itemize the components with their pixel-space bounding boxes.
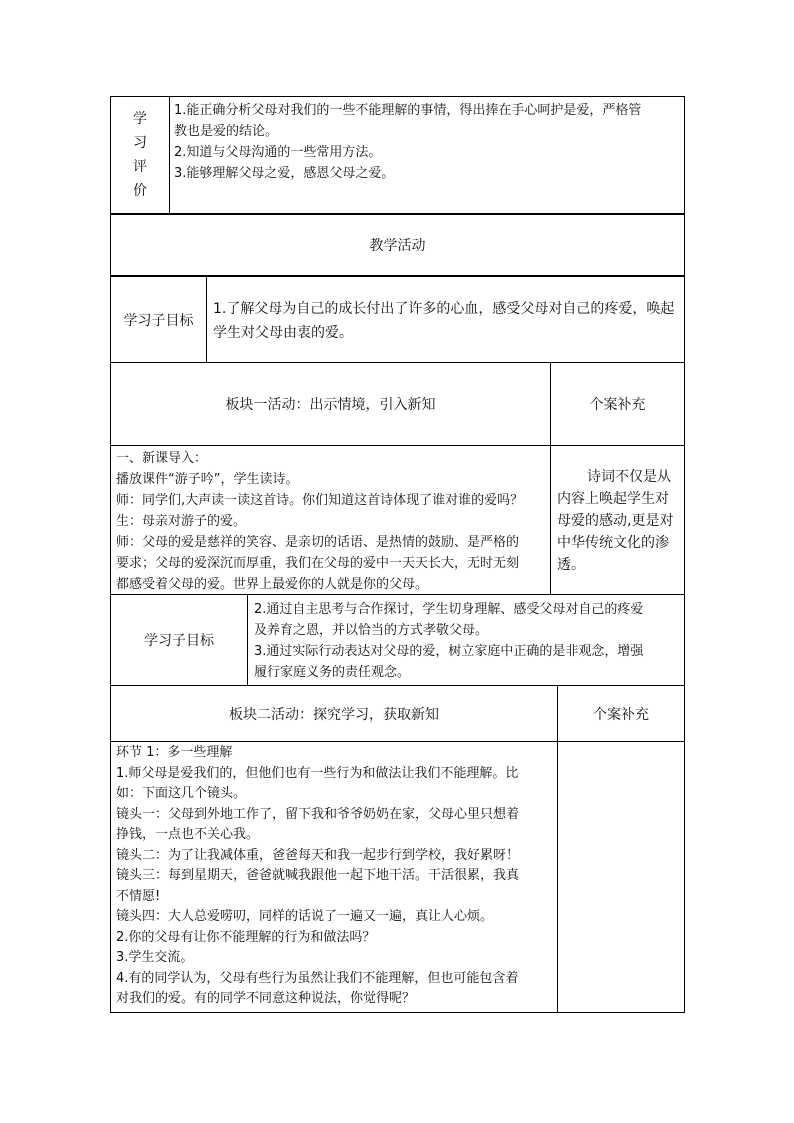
block1-title: 板块一活动：出示情境，引入新知 — [110, 362, 551, 446]
sub-goal-1-label: 学习子目标 — [110, 276, 207, 363]
eval-item: 1.能正确分析父母对我们的一些不能理解的事情，得出捧在手心呵护是爱，严格管 — [174, 103, 642, 118]
sub-goal-1-line: 学生对父母由衷的爱。 — [213, 325, 353, 341]
block2-supplement — [557, 741, 685, 1013]
block1-line: 都感受着父母的爱。世界上最爱你的人就是你的父母。 — [116, 577, 429, 592]
sub-goal-2-line: 3.通过实际行动表达对父母的爱，树立家庭中正确的是非观念，增强 — [254, 644, 644, 659]
block1-supplement-label: 个案补充 — [550, 362, 685, 446]
eval-label-cell — [110, 96, 170, 214]
sub-goal-2-line: 及养育之恩，并以恰当的方式孝敬父母。 — [254, 623, 489, 638]
block1-supplement — [550, 445, 685, 595]
block1-content — [110, 445, 551, 595]
eval-label-char: 评 — [133, 159, 147, 175]
block2-line: 4.有的同学认为，父母有些行为虽然让我们不能理解，但也可能包含着 — [116, 970, 519, 986]
block2-line: 镜头三：每到星期天，爸爸就喊我跟他一起下地干活。干活很累，我真 — [116, 868, 520, 883]
block1-supplement-line: 母爱的感动,更是对 — [557, 513, 674, 529]
eval-item: 教也是爱的结论。 — [174, 124, 279, 139]
sub-goal-2-content — [247, 594, 685, 686]
block1-supplement-line: 诗词不仅是从 — [587, 469, 671, 485]
block1-supplement-line: 透。 — [557, 557, 585, 573]
sub-goal-2-line: 2.通过自主思考与合作探讨，学生切身理解、感受父母对自己的疼爱 — [254, 602, 644, 617]
sub-goal-1-line: 1.了解父母为自己的成长付出了许多的心血，感受父母对自己的疼爱，唤起 — [213, 301, 675, 317]
eval-content-cell — [169, 96, 685, 214]
block2-content — [110, 741, 558, 1013]
block2-line: 如：下面这几个镜头。 — [116, 786, 247, 801]
eval-item: 3.能够理解父母之爱，感恩父母之爱。 — [174, 166, 395, 181]
block2-line: 不情愿! — [116, 888, 161, 904]
sub-goal-2-label: 学习子目标 — [110, 594, 248, 686]
block1-line: 一、新课导入： — [116, 451, 208, 466]
block1-supplement-line: 中华传统文化的渗 — [557, 535, 669, 551]
eval-label-char: 价 — [133, 183, 147, 199]
block1-line: 师：父母的爱是慈祥的笑容、是亲切的话语、是热情的鼓励、是严格的 — [116, 535, 520, 550]
block2-line: 环节 1：多一些理解 — [116, 745, 233, 760]
block1-line: 生：母亲对游子的爱。 — [116, 514, 247, 529]
activity-header: 教学活动 — [110, 214, 685, 276]
block2-line: 镜头四：大人总爱唠叨，同样的话说了一遍又一遍，真让人心烦。 — [116, 909, 494, 924]
block2-supplement-label: 个案补充 — [557, 685, 685, 742]
block2-line: 挣钱，一点也不关心我。 — [116, 827, 260, 842]
eval-label-char: 学 — [133, 111, 147, 127]
block2-title: 板块二活动：探究学习，获取新知 — [110, 685, 558, 742]
block1-supplement-line: 内容上唤起学生对 — [557, 491, 669, 507]
block1-line: 播放课件“游子吟”，学生读诗。 — [116, 472, 299, 487]
eval-label — [133, 107, 147, 203]
block1-line: 要求；父母的爱深沉而厚重，我们在父母的爱中一天天长大，无时无刻 — [116, 556, 520, 571]
block2-line: 1.师父母是爱我们的，但他们也有一些行为和做法让我们不能理解。比 — [116, 765, 519, 781]
block2-line: 3.学生交流。 — [116, 950, 194, 965]
eval-label-char: 习 — [133, 135, 147, 151]
eval-item: 2.知道与父母沟通的一些常用方法。 — [174, 145, 382, 160]
sub-goal-1-content — [206, 276, 685, 363]
block1-line: 师：同学们,大声读一读这首诗。你们知道这首诗体现了谁对谁的爱吗？ — [116, 493, 524, 508]
block2-line: 镜头一：父母到外地工作了，留下我和爷爷奶奶在家，父母心里只想着 — [116, 806, 520, 822]
block2-line: 对我们的爱。有的同学不同意这种说法，你觉得呢？ — [116, 991, 416, 1006]
sub-goal-2-line: 履行家庭义务的责任观念。 — [254, 665, 411, 680]
block2-line: 镜头二：为了让我减体重，爸爸每天和我一起步行到学校，我好累呀！ — [116, 847, 520, 863]
block2-line: 2.你的父母有让你不能理解的行为和做法吗？ — [116, 929, 376, 945]
